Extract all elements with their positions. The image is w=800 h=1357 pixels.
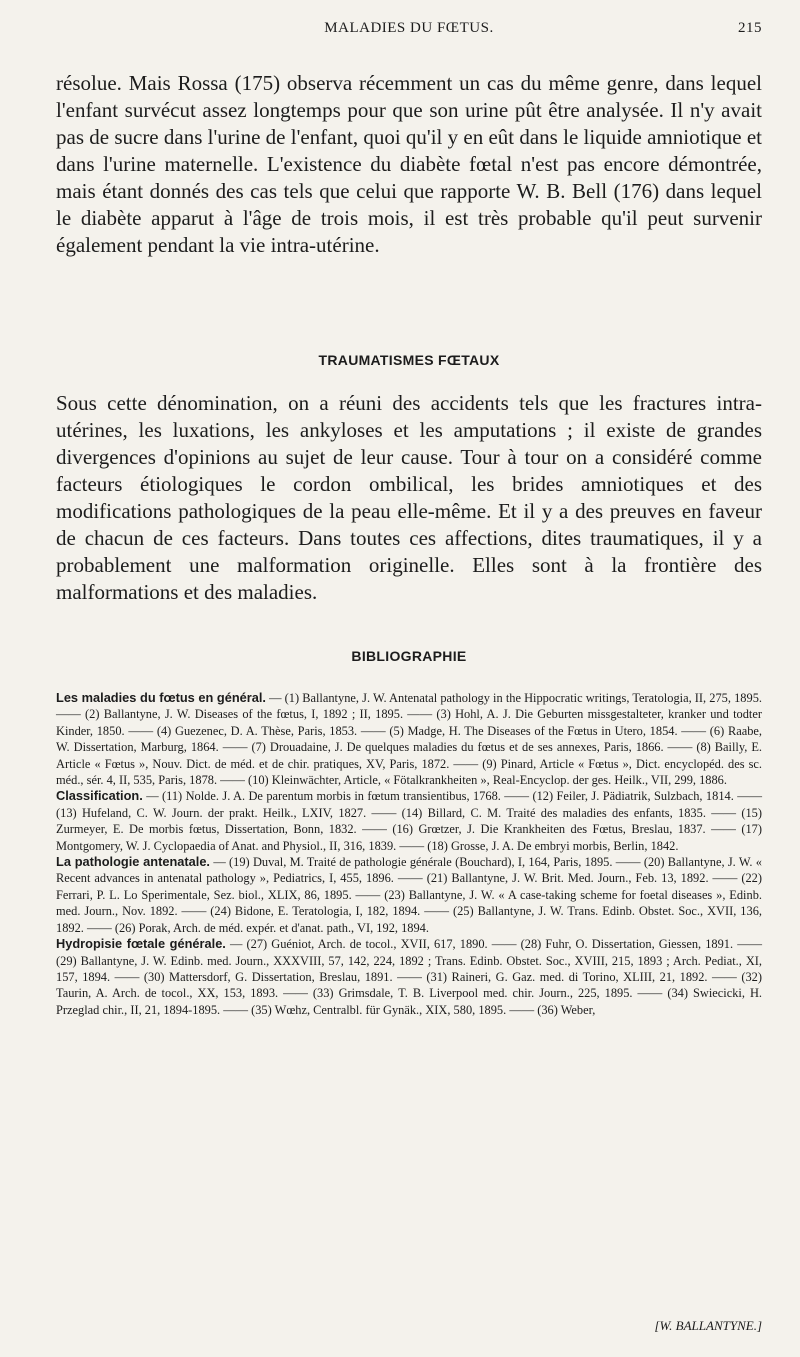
document-page	[56, 0, 762, 1357]
running-title: MALADIES DU FŒTUS.	[324, 20, 494, 36]
bibliography-entry-lead: La pathologie antenatale.	[56, 854, 210, 870]
bibliography-entry-text: — (27) Guéniot, Arch. de tocol., XVII, 617, 1890. —— (28) Fuhr, O. Dissertation, Giessen, 1891. —— (29) Ballantyne, J. W. Edinb. med. Journ., XXXVIII, 57, 142, 224, 1892 ; Trans. Edinb. Obstet. Soc., XVIII, 215, 1893 ; Arch. Pediat., XI, 157, 1894. —— (30) Mattersdorf, G. Dissertation, Breslau, 1891. —— (31) Raineri, G. Gaz. med. di Torino, XLIII, 21, 1892. —— (32) Taurin, A. Arch. de tocol., XX, 153, 1893. —— (33) Grimsdale, T. B. Liverpool med. chir. Journ., 225, 1895. —— (34) Swiecicki, H. Przeglad chir., II, 21, 1894-1895. —— (35) Wœhz, Centralbl. für Gynäk., XIX, 580, 1895. —— (36) Weber,	[56, 937, 763, 1017]
bibliography-list	[56, 690, 762, 1018]
bibliography-entry	[56, 788, 762, 854]
page-number: 215	[738, 20, 762, 36]
bibliography-entry	[56, 690, 762, 788]
bibliography-entry	[56, 854, 762, 936]
bibliography-entry-text: — (11) Nolde. J. A. De parentum morbis in fœtum transientibus, 1768. —— (12) Feiler, J. Pädiatrik, Sulzbach, 1814. —— (13) Hufeland, C. W. Journ. der prakt. Heilk., LXIV, 1827. —— (14) Billard, C. M. Traité des maladies des enfants, 1835. —— (15) Zurmeyer, E. De morbis fœtus, Dissertation, Bonn, 1832. —— (16) Grœtzer, J. Die Krankheiten des Fœtus, Breslau, 1837. —— (17) Montgomery, W. J. Cyclopaedia of Anat. and Physiol., II, 316, 1839. —— (18) Grosse, J. A. De embryi morbis, Berlin, 1842.	[56, 789, 762, 853]
bibliography-entry-lead: Les maladies du fœtus en général.	[56, 690, 266, 705]
running-head	[56, 20, 762, 42]
bibliography-entry-text: — (1) Ballantyne, J. W. Antenatal pathology in the Hippocratic writings, Teratologia, II, 275, 1895. —— (2) Ballantyne, J. W. Diseases of the fœtus, I, 1892 ; II, 1895. —— (3) Hohl, A. J. Die Geburten missgestalteter, kranker und todter Kinder, 1850. —— (4) Guezenec, D. A. Thèse, Paris, 1853. —— (5) Madge, H. The Diseases of the Fœtus in Utero, 1854. —— (6) Raabe, W. Dissertation, Marburg, 1864. —— (7) Drouadaine, J. De quelques maladies du fœtus et de ses annexes, Paris, 1866. —— (8) Bailly, E. Article « Fœtus », Nouv. Dict. de méd. et de chir. pratiques, XV, Paris, 1872. —— (9) Pinard, Article « Fœtus », Dict. encyclopéd. des sc. méd., sér. 4, II, 535, Paris, 1878. —— (10) Kleinwächter, Article, « Fötalkrankheiten », Real-Encyclop. der ges. Heilk., VII, 299, 1886.	[56, 691, 762, 788]
bibliography-entry-lead: Hydropisie fœtale générale.	[56, 936, 226, 952]
bibliography-entry-text: — (19) Duval, M. Traité de pathologie générale (Bouchard), I, 164, Paris, 1895. —— (20) Ballantyne, J. W. « Recent advances in antenatal pathology », Pediatrics, I, 455, 1896. —— (21) Ballantyne, J. W. Brit. Med. Journ., Feb. 13, 1892. —— (22) Ferrari, P. L. Lo Sperimentale, Sez. biol., XLIX, 86, 1895. —— (23) Ballantyne, J. W. « A case-taking scheme for foetal diseases », Edinb. med. Journ., Nov. 1892. —— (24) Bidone, E. Teratologia, I, 182, 1894. —— (25) Ballantyne, J. W. Trans. Edinb. Obstet. Soc., XVII, 136, 1892. —— (26) Porak, Arch. de méd. expér. et d'anat. path., VI, 192, 1894.	[56, 855, 763, 935]
paragraph-trauma: Sous cette dénomination, on a réuni des accidents tels que les fractures intra-utérines, les luxations, les ankyloses et les amputations ; il existe de grandes divergences d'opinions au sujet de leur cause. Tour à tour on a considéré comme facteurs étiologiques le cordon ombilical, les brides amniotiques et des modifications pathologiques de la peau elle-même. Et il y a des preuves en faveur de chacun de ces facteurs. Dans toutes ces affections, dites traumatiques, il y a probablement une malformation originelle. Elles sont à la frontière des malformations et des maladies.	[56, 391, 762, 604]
bibliography-entry	[56, 936, 762, 1018]
bibliography-entry-lead: Classification.	[56, 788, 143, 804]
section-heading-trauma: TRAUMATISMES FŒTAUX	[318, 352, 500, 368]
author-signature: [W. BALLANTYNE.]	[654, 1318, 762, 1333]
section-heading-bibliography: BIBLIOGRAPHIE	[351, 648, 467, 664]
paragraph-diabetes: résolue. Mais Rossa (175) observa récemment un cas du même genre, dans lequel l'enfant survécut assez longtemps pour que son urine pût être analysée. Il n'y avait pas de sucre dans l'urine de l'enfant, quoi qu'il y en eût dans le liquide amniotique et dans l'urine maternelle. L'existence du diabète fœtal n'est pas encore démontrée, mais étant donnés des cas tels que celui que rapporte W. B. Bell (176) dans lequel le diabète apparut à l'âge de trois mois, il est très probable qu'il peut survenir également pendant la vie intra-utérine.	[56, 71, 762, 257]
